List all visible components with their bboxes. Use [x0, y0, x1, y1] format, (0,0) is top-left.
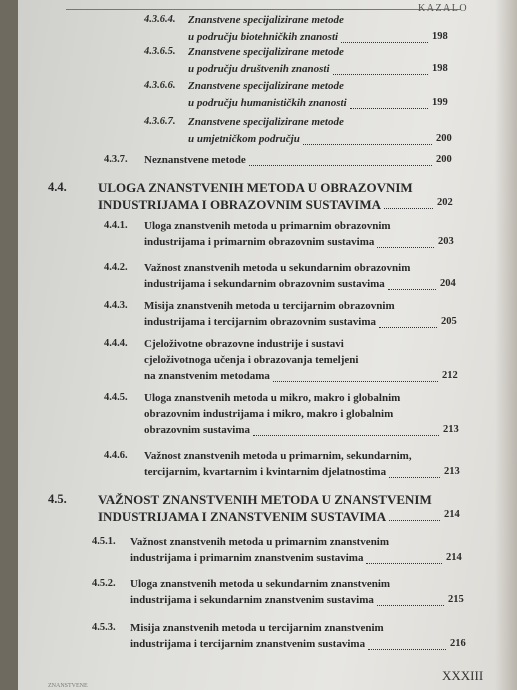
- toc-entry-title-line: Neznanstvene metode: [144, 154, 246, 166]
- page-spine-shadow: [495, 0, 517, 690]
- toc-entry-page: 198: [432, 31, 448, 42]
- toc-entry-number: 4.5.: [48, 492, 67, 506]
- footer-fragment: ZNANSTVENE: [48, 683, 88, 689]
- toc-entry-title-line: Važnost znanstvenih metoda u sekundarnim obrazovnim: [144, 262, 411, 274]
- toc-entry-page: 202: [437, 197, 453, 208]
- toc-entry-title-line: industrijama i tercijarnim obrazovnim sustavima: [144, 316, 377, 328]
- toc-entry-page: 199: [432, 97, 448, 108]
- toc-entry-title-line: industrijama i sekundarnim obrazovnim sustavima: [144, 278, 385, 290]
- toc-entry-page: 213: [443, 424, 459, 435]
- dot-leader: [253, 434, 439, 436]
- toc-entry-page: 213: [444, 466, 460, 477]
- toc-entry-number: 4.5.1.: [92, 536, 116, 547]
- toc-entry-number: 4.5.2.: [92, 578, 116, 589]
- toc-entry-title-line: Cjeloživotne obrazovne industrije i sustavi: [144, 338, 344, 350]
- toc-entry-title-line: INDUSTRIJAMA I ZNANSTVENIM SUSTAVIMA: [98, 509, 387, 524]
- dot-leader: [389, 476, 440, 478]
- toc-entry-title-line: industrijama i sekundarnim znanstvenim sustavima: [130, 594, 374, 606]
- toc-entry-number: 4.3.6.6.: [144, 80, 176, 91]
- toc-entry-title-line: Znanstvene specijalizirane metode: [188, 46, 344, 58]
- dot-leader: [303, 143, 432, 145]
- running-head: KAZALO: [418, 3, 469, 14]
- toc-entry-number: 4.4.2.: [104, 262, 128, 273]
- toc-entry-page: 203: [438, 236, 454, 247]
- toc-entry-title-line: tercijarnim, kvartarnim i kvintarnim djelatnostima: [144, 466, 387, 478]
- toc-entry-title-line: na znanstvenim metodama: [144, 370, 270, 382]
- toc-entry-title-line: INDUSTRIJAMA I OBRAZOVNIM SUSTAVIMA: [98, 197, 382, 212]
- toc-entry-number: 4.4.: [48, 180, 67, 194]
- toc-entry-title-line: Znanstvene specijalizirane metode: [188, 116, 344, 128]
- toc-entry-page: 214: [444, 509, 460, 520]
- dot-leader: [384, 207, 433, 209]
- toc-entry-number: 4.4.6.: [104, 450, 128, 461]
- header-rule: [66, 9, 461, 10]
- dot-leader: [388, 288, 436, 290]
- toc-entry-page: 215: [448, 594, 464, 605]
- toc-entry-title-line: Uloga znanstvenih metoda u mikro, makro i globalnim: [144, 392, 401, 404]
- toc-entry-number: 4.3.6.4.: [144, 14, 176, 25]
- toc-entry-number: 4.4.3.: [104, 300, 128, 311]
- toc-entry-page: 204: [440, 278, 456, 289]
- toc-entry-number: 4.3.6.5.: [144, 46, 176, 57]
- toc-entry-title-line: cjeloživotnoga učenja i obrazovanja temeljeni: [144, 354, 359, 366]
- toc-entry-title-line: Uloga znanstvenih metoda u sekundarnim znanstvenim: [130, 578, 391, 590]
- toc-entry-number: 4.4.1.: [104, 220, 128, 231]
- toc-entry-number: 4.3.6.7.: [144, 116, 176, 127]
- toc-entry-title-line: obrazovnim industrijama i mikro, makro i globalnim: [144, 408, 394, 420]
- dot-leader: [341, 41, 428, 43]
- dot-leader: [350, 107, 428, 109]
- toc-entry-page: 205: [441, 316, 457, 327]
- toc-entry-page: 198: [432, 63, 448, 74]
- dot-leader: [273, 380, 438, 382]
- toc-entry-title-line: u području društvenih znanosti: [188, 63, 330, 75]
- dot-leader: [366, 562, 442, 564]
- toc-entry-title-line: obrazovnim sustavima: [144, 424, 251, 436]
- dot-leader: [389, 519, 440, 521]
- toc-entry-title-line: Važnost znanstvenih metoda u primarnim, sekundarnim,: [144, 450, 412, 462]
- toc-entry-title-line: industrijama i primarnim obrazovnim sustavima: [144, 236, 375, 248]
- toc-entry-page: 200: [436, 154, 452, 165]
- toc-entry-number: 4.4.4.: [104, 338, 128, 349]
- toc-entry-title-line: Uloga znanstvenih metoda u primarnim obrazovnim: [144, 220, 391, 232]
- book-page: [18, 0, 517, 690]
- toc-entry-title-line: Misija znanstvenih metoda u tercijarnim znanstvenim: [130, 622, 384, 634]
- toc-entry-number: 4.3.7.: [104, 154, 128, 165]
- toc-entry-title-line: VAŽNOST ZNANSTVENIH METODA U ZNANSTVENIM: [98, 492, 432, 507]
- toc-entry-title-line: u području humanističkih znanosti: [188, 97, 347, 109]
- toc-entry-number: 4.5.3.: [92, 622, 116, 633]
- toc-entry-title-line: Važnost znanstvenih metoda u primarnim znanstvenim: [130, 536, 390, 548]
- dot-leader: [333, 73, 428, 75]
- toc-entry-page: 216: [450, 638, 466, 649]
- toc-entry-page: 214: [446, 552, 462, 563]
- toc-entry-title-line: industrijama i tercijarnim znanstvenim sustavima: [130, 638, 366, 650]
- toc-entry-page: 200: [436, 133, 452, 144]
- toc-entry-number: 4.4.5.: [104, 392, 128, 403]
- dot-leader: [377, 604, 444, 606]
- page-number: XXXIII: [442, 668, 484, 683]
- toc-entry-page: 212: [442, 370, 458, 381]
- toc-entry-title-line: Znanstvene specijalizirane metode: [188, 14, 344, 26]
- toc-entry-title-line: Znanstvene specijalizirane metode: [188, 80, 344, 92]
- toc-entry-title-line: ULOGA ZNANSTVENIH METODA U OBRAZOVNIM: [98, 180, 413, 195]
- toc-entry-title-line: u umjetničkom području: [188, 133, 300, 145]
- toc-entry-title-line: industrijama i primarnim znanstvenim sustavima: [130, 552, 364, 564]
- dot-leader: [377, 246, 434, 248]
- toc-entry-title-line: u području biotehničkih znanosti: [188, 31, 339, 43]
- dot-leader: [249, 164, 432, 166]
- dot-leader: [368, 648, 446, 650]
- dot-leader: [379, 326, 437, 328]
- toc-entry-title-line: Misija znanstvenih metoda u tercijarnim obrazovnim: [144, 300, 395, 312]
